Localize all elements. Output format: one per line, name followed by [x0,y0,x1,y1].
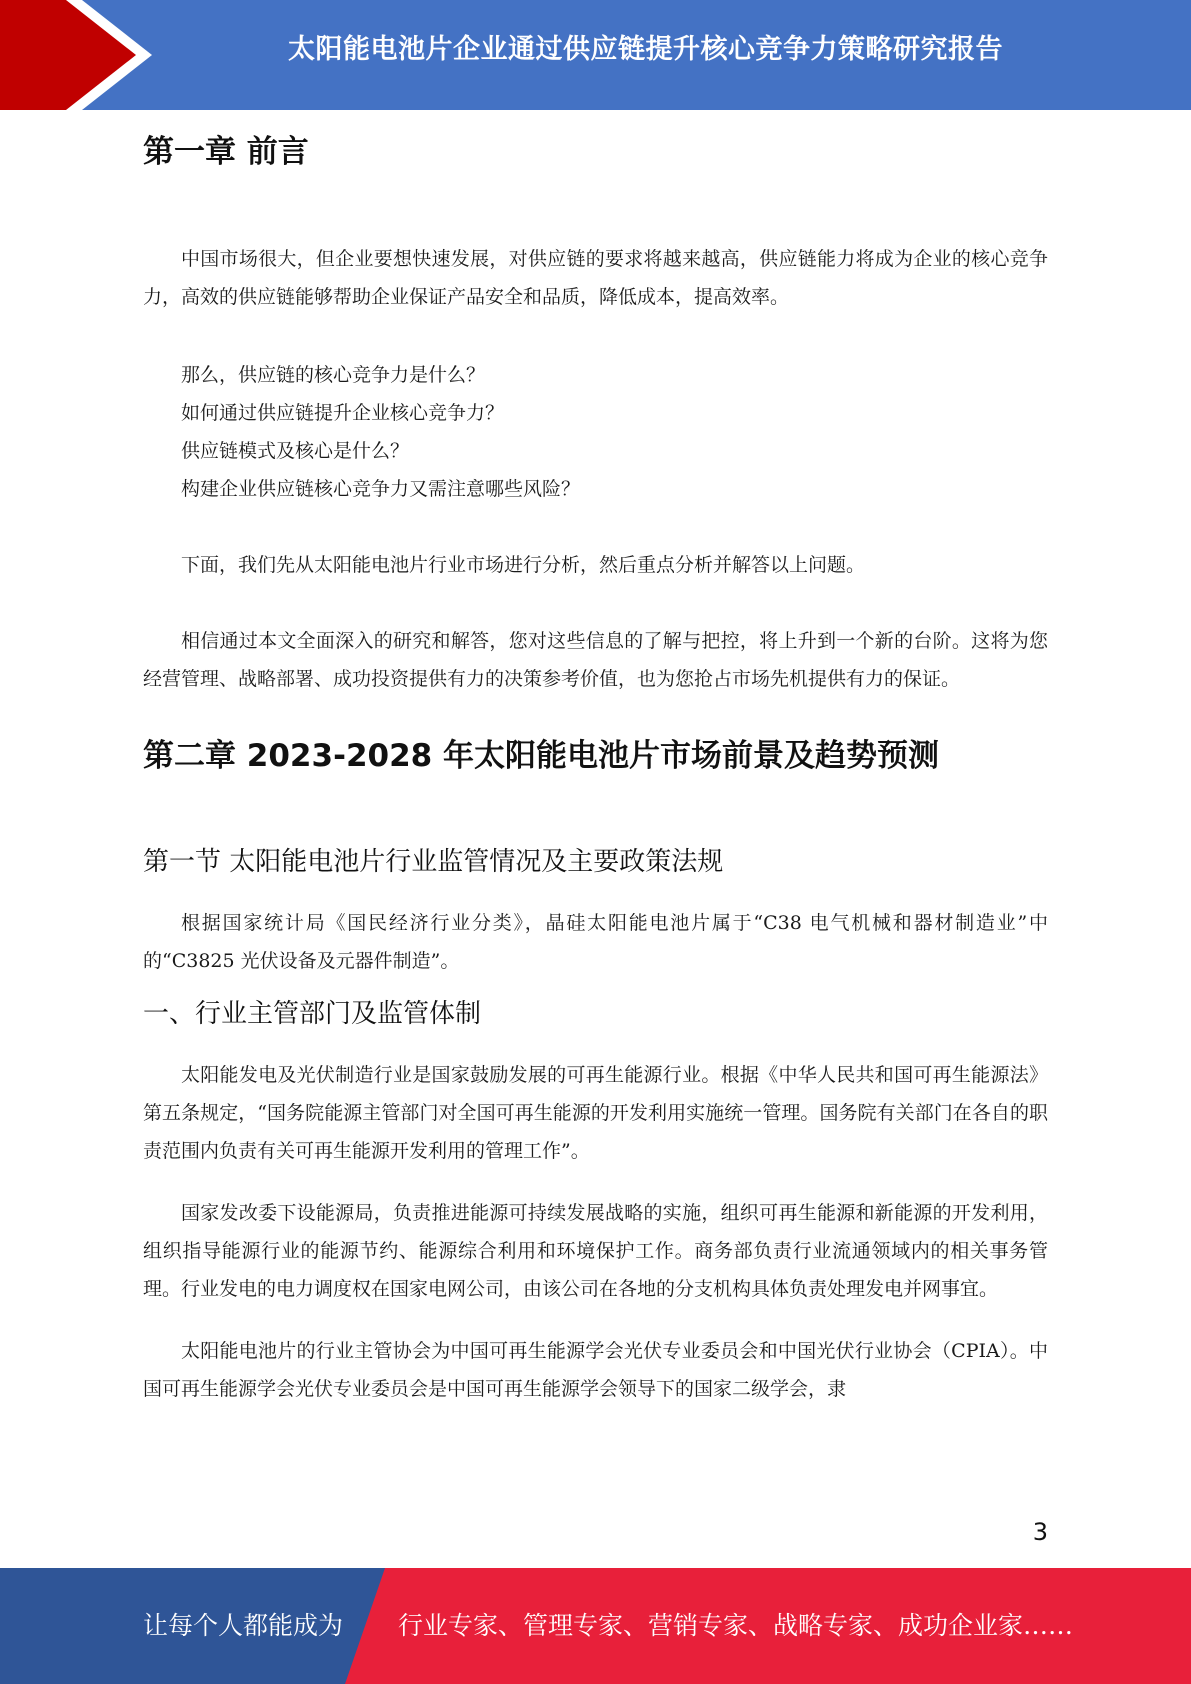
footer-slogan-right: 行业专家、管理专家、营销专家、战略专家、成功企业家…… [398,1611,1074,1640]
value-statement-paragraph: 相信通过本文全面深入的研究和解答，您对这些信息的了解与把控，将上升到一个新的台阶。这将为您经营管理、战略部署、成功投资提供有力的决策参考价值，也为您抢占市场先机提供有力的保证。 [143,630,1048,690]
classification-paragraph: 根据国家统计局《国民经济行业分类》，晶硅太阳能电池片属于“C38 电气机械和器材制造业”中的“C3825 光伏设备及元器件制造”。 [143,912,1048,972]
section-1-title: 第一节 太阳能电池片行业监管情况及主要政策法规 [143,847,724,877]
page-content [143,132,1048,1408]
red-chevron-logo [0,0,160,110]
page-footer [0,1568,1191,1684]
authority-paragraph: 国家发改委下设能源局，负责推进能源可持续发展战略的实施，组织可再生能源和新能源的开发利用，组织指导能源行业的能源节约、能源综合利用和环境保护工作。商务部负责行业流通领域内的相关事务管理。行业发电的电力调度权在国家电网公司，由该公司在各地的分支机构具体负责处理发电并网事宜。 [143,1202,1048,1300]
question-item: 供应链模式及核心是什么？ [181,440,410,462]
association-paragraph: 太阳能电池片的行业主管协会为中国可再生能源学会光伏专业委员会和中国光伏行业协会（CPIA）。中国可再生能源学会光伏专业委员会是中国可再生能源学会领导下的国家二级学会，隶 [143,1340,1048,1400]
question-item: 那么，供应链的核心竞争力是什么？ [181,364,486,386]
page-number: 3 [1032,1518,1048,1546]
question-list [143,356,1048,508]
chapter-2-title: 第二章 2023-2028 年太阳能电池片市场前景及趋势预测 [143,738,940,774]
question-item: 构建企业供应链核心竞争力又需注意哪些风险？ [181,478,581,500]
subsection-1-title: 一、行业主管部门及监管体制 [143,999,482,1029]
page-header [0,0,1191,110]
chapter-1-title: 第一章 前言 [143,134,309,170]
question-item: 如何通过供应链提升企业核心竞争力？ [181,402,505,424]
intro-paragraph: 中国市场很大，但企业要想快速发展，对供应链的要求将越来越高，供应链能力将成为企业的核心竞争力，高效的供应链能够帮助企业保证产品安全和品质，降低成本，提高效率。 [143,248,1048,308]
footer-slogan-left: 让每个人都能成为 [143,1611,344,1640]
report-title: 太阳能电池片企业通过供应链提升核心竞争力策略研究报告 [288,34,1003,65]
analysis-plan-paragraph: 下面，我们先从太阳能电池片行业市场进行分析，然后重点分析并解答以上问题。 [181,554,866,576]
chevron-red-shape [0,0,136,110]
regulation-paragraph: 太阳能发电及光伏制造行业是国家鼓励发展的可再生能源行业。根据《中华人民共和国可再生能源法》第五条规定，“国务院能源主管部门对全国可再生能源的开发利用实施统一管理。国务院有关部门在各自的职责范围内负责有关可再生能源开发利用的管理工作”。 [143,1064,1048,1162]
